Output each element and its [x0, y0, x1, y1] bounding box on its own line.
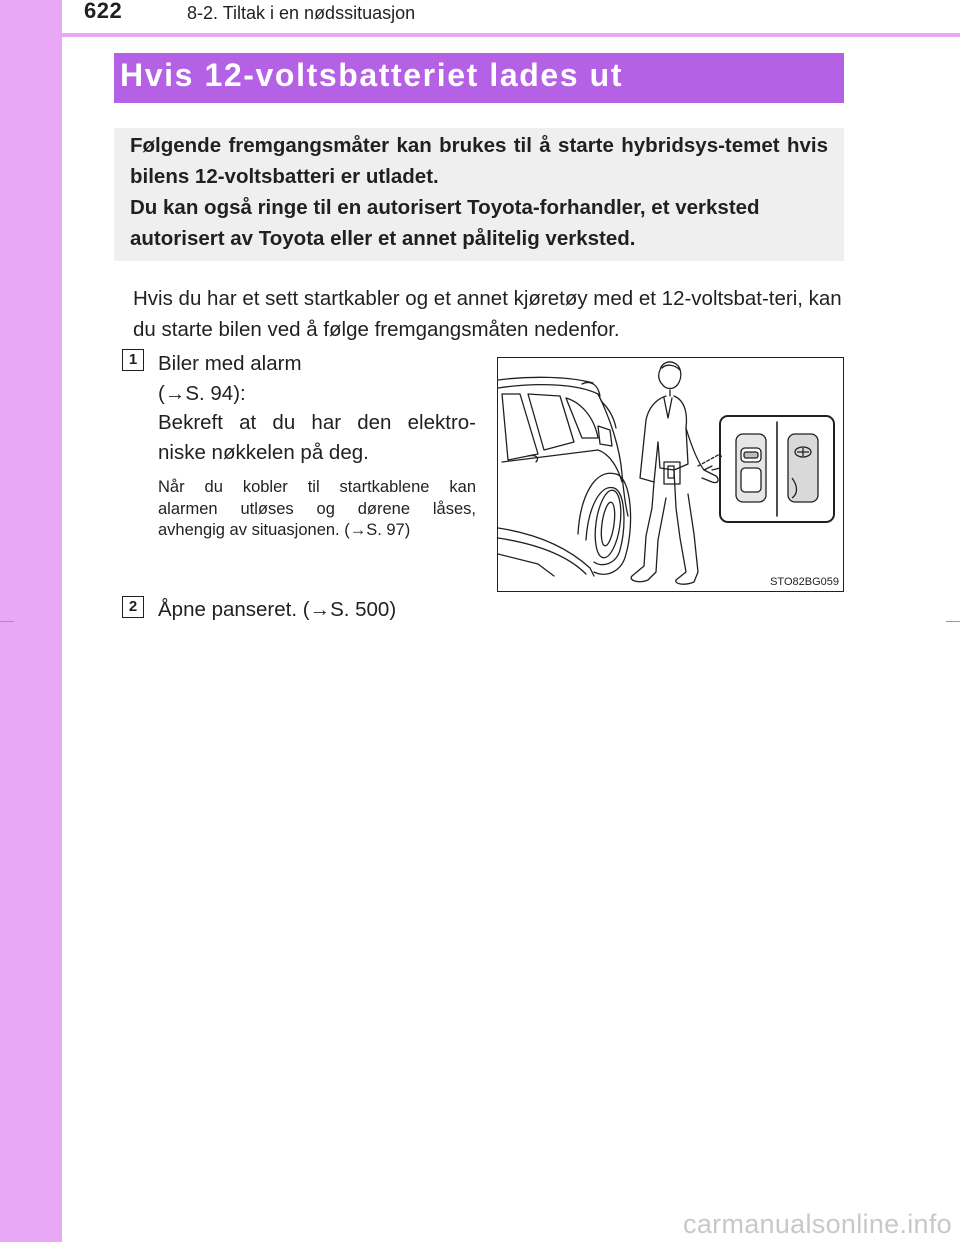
- smart-key-front-icon: [736, 434, 766, 502]
- step-1-note: [158, 477, 476, 542]
- step-2-badge: 2: [122, 596, 144, 618]
- intro-paragraph-1: Følgende fremgangsmåter kan brukes til å starte hybridsys-temet hvis bilens 12-voltsbatteri er utladet.: [130, 134, 828, 188]
- topic-banner: [114, 53, 844, 103]
- illustration-drawing: [498, 358, 844, 592]
- step-1-line: Bekreft at du har den elektro-: [158, 411, 476, 434]
- intro-paragraph-2: Du kan også ringe til en autorisert Toyota-forhandler, et verksted autorisert av Toyota eller et annet pålitelig verksted.: [130, 196, 760, 250]
- intro-box: [114, 128, 844, 261]
- person-with-key-icon: [631, 362, 722, 584]
- topic-title: Hvis 12-voltsbatteriet lades ut: [120, 57, 624, 93]
- step-1-text: [158, 349, 476, 467]
- step-1-note-line: Når du kobler til startkablene kan: [158, 478, 476, 496]
- illustration: [497, 357, 844, 592]
- watermark: carmanualsonline.info: [683, 1209, 952, 1239]
- lead-paragraph: Hvis du har et sett startkabler og et annet kjøretøy med et 12-voltsbat-teri, kan du starte bilen ved å følge fremgangsmåten nedenfor.: [133, 287, 842, 341]
- step-1-line: niske nøkkelen på deg.: [158, 440, 369, 464]
- step-1-note-line: alarmen utløses og dørene låses,: [158, 499, 476, 518]
- figure-code: STO82BG059: [770, 576, 839, 588]
- step-1-note-line: avhengig av situasjonen. (→S. 97): [158, 521, 411, 539]
- header-rule: [62, 33, 960, 37]
- step-1-badge: 1: [122, 349, 144, 371]
- smart-key-back-icon: [788, 434, 818, 502]
- crop-mark-left: [0, 621, 14, 622]
- step-1-line: Biler med alarm: [158, 352, 302, 375]
- step-1-line: (→S. 94):: [158, 381, 246, 405]
- crop-mark-right: [946, 621, 960, 622]
- section-title: 8-2. Tiltak i en nødssituasjon: [187, 3, 416, 23]
- step-2-text: Åpne panseret. (→S. 500): [158, 598, 397, 621]
- car-rear-icon: [498, 377, 631, 576]
- page-number: 622: [84, 0, 123, 23]
